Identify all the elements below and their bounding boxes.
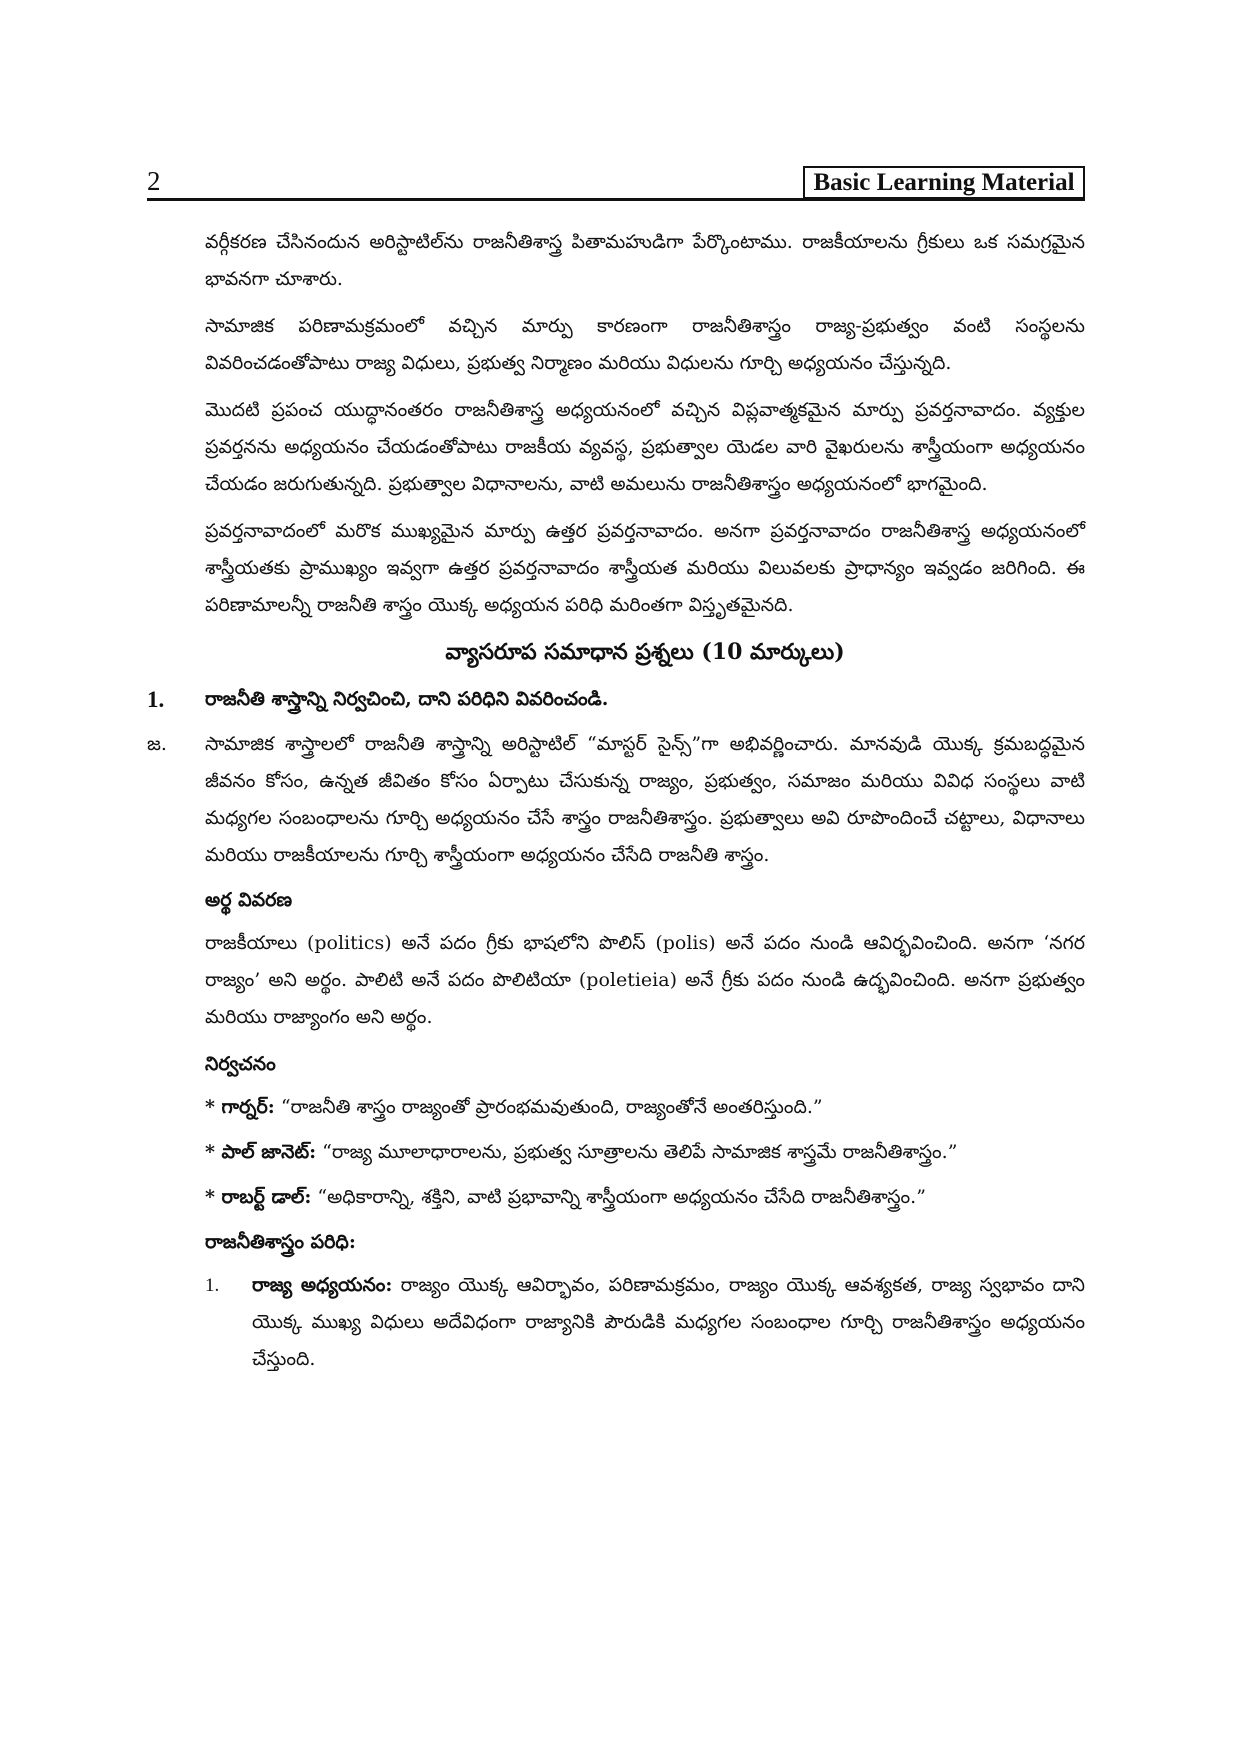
page-content [147,224,1085,1378]
question-text: రాజనీతి శాస్త్రాన్ని నిర్వచించి, దాని పరిధిని వివరించండి. [205,688,609,710]
scope-item-text: రాజ్యం యొక్క ఆవిర్భావం, పరిణామక్రమం, రాజ్యం యొక్క ఆవశ్యకత, రాజ్య స్వభావం దాని యొక్క ముఖ్య విధులు అదేవిధంగా రాజ్యానికి పౌరుడికి మధ్యగల సంబంధాల గూర్చి రాజనీతిశాస్త్రం అధ్యయనం చేస్తుంది. [252,1274,1085,1370]
intro-paragraph: మొదటి ప్రపంచ యుద్ధానంతరం రాజనీతిశాస్త్ర అధ్యయనంలో వచ్చిన విప్లవాత్మకమైన మార్పు ప్రవర్తనావాదం. వ్యక్తుల ప్రవర్తనను అధ్యయనం చేయడంతోపాటు రాజకీయ వ్యవస్థ, ప్రభుత్వాల యెడల వారి వైఖరులను శాస్త్రీయంగా అధ్యయనం చేయడం జరుగుతున్నది. ప్రభుత్వాల విధానాలను, వాటి అమలును రాజనీతిశాస్త్రం అధ్యయనంలో భాగమైంది. [205,399,1085,495]
intro-paragraph: సామాజిక పరిణామక్రమంలో వచ్చిన మార్పు కారణంగా రాజనీతిశాస్త్రం రాజ్య-ప్రభుత్వం వంటి సంస్థలను వివరించడంతోపాటు రాజ్య విధులు, ప్రభుత్వ నిర్మాణం మరియు విధులను గూర్చి అధ్యయనం చేస్తున్నది. [205,315,1085,374]
answer [147,726,1085,874]
question-number: 1. [147,687,165,712]
definition-text: “అధికారాన్ని, శక్తిని, వాటి ప్రభావాన్ని శాస్త్రీయంగా అధ్యయనం చేసేది రాజనీతిశాస్త్రం.” [311,1186,926,1208]
intro-paragraph: వర్గీకరణ చేసినందున అరిస్టాటిల్‌ను రాజనీతిశాస్త్ర పితామహుడిగా పేర్కొంటాము. రాజకీయాలను గ్రీకులు ఒక సమగ్రమైన భావనగా చూశారు. [205,231,1085,290]
intro-paragraph: ప్రవర్తనావాదంలో మరొక ముఖ్యమైన మార్పు ఉత్తర ప్రవర్తనావాదం. అనగా ప్రవర్తనావాదం రాజనీతిశాస్త్ర అధ్యయనంలో శాస్త్రీయతకు ప్రాముఖ్యం ఇవ్వగా ఉత్తర ప్రవర్తనావాదం శాస్త్రీయత మరియు విలువలకు ప్రాధాన్యం ఇవ్వడం జరిగింది. ఈ పరిణామాలన్నీ రాజనీతి శాస్త్రం యొక్క అధ్యయన పరిధి మరింతగా విస్తృతమైనది. [205,520,1085,616]
answer-text: సామాజిక శాస్త్రాలలో రాజనీతి శాస్త్రాన్ని అరిస్టాటిల్ “మాస్టర్ సైన్స్”గా అభివర్ణించారు. మానవుడి యొక్క క్రమబద్ధమైన జీవనం కోసం, ఉన్నత జీవితం కోసం ఏర్పాటు చేసుకున్న రాజ్యం, ప్రభుత్వం, సమాజం మరియు వివిధ సంస్థలు వాటి మధ్యగల సంబంధాలను గూర్చి అధ్యయనం చేసే శాస్త్రం రాజనీతిశాస్త్రం. ప్రభుత్వాలు అవి రూపొందించే చట్టాలు, విధానాలు మరియు రాజకీయాలను గూర్చి శాస్త్రీయంగా అధ్యయనం చేసేది రాజనీతి శాస్త్రం. [205,733,1085,866]
page-number: 2 [147,166,161,196]
definition-author: * పాల్ జానెట్: [205,1141,317,1163]
definition-item [205,1134,1085,1171]
meaning-heading: అర్థ వివరణ [205,889,293,911]
running-title-box: Basic Learning Material [803,166,1085,200]
definition-item [205,1179,1085,1216]
header-rule [147,198,1085,201]
section-heading: వ్యాసరూప సమాధాన ప్రశ్నలు (10 మార్కులు) [445,639,845,665]
definition-author: * రాబర్ట్ డాల్: [205,1186,312,1208]
definition-item [205,1089,1085,1126]
definition-text: “రాజనీతి శాస్త్రం రాజ్యంతో ప్రారంభమవుతుంది, రాజ్యంతోనే అంతరిస్తుంది.” [274,1096,823,1118]
definition-text: “రాజ్య మూలాధారాలను, ప్రభుత్వ సూత్రాలను తెలిపే సామాజిక శాస్త్రమే రాజనీతిశాస్త్రం.” [316,1141,958,1163]
definition-author: * గార్నర్: [205,1096,275,1118]
scope-item-number: 1. [205,1275,220,1296]
scope-list-item [205,1267,1085,1378]
scope-heading: రాజనీతిశాస్త్రం పరిధి: [205,1231,356,1253]
meaning-paragraph: రాజకీయాలు (politics) అనే పదం గ్రీకు భాషలోని పొలిస్ (polis) అనే పదం నుండి ఆవిర్భవించింది. అనగా ‘నగర రాజ్యం’ అని అర్థం. పాలిటి అనే పదం పొలిటియా (poletieia) అనే గ్రీకు పదం నుండి ఉద్భవించింది. అనగా ప్రభుత్వం మరియు రాజ్యాంగం అని అర్థం. [205,932,1085,1028]
answer-marker: జ. [147,733,167,755]
scope-item-label: రాజ్య అధ్యయనం: [252,1274,393,1296]
definitions-heading: నిర్వచనం [205,1053,276,1075]
question [147,681,1085,718]
